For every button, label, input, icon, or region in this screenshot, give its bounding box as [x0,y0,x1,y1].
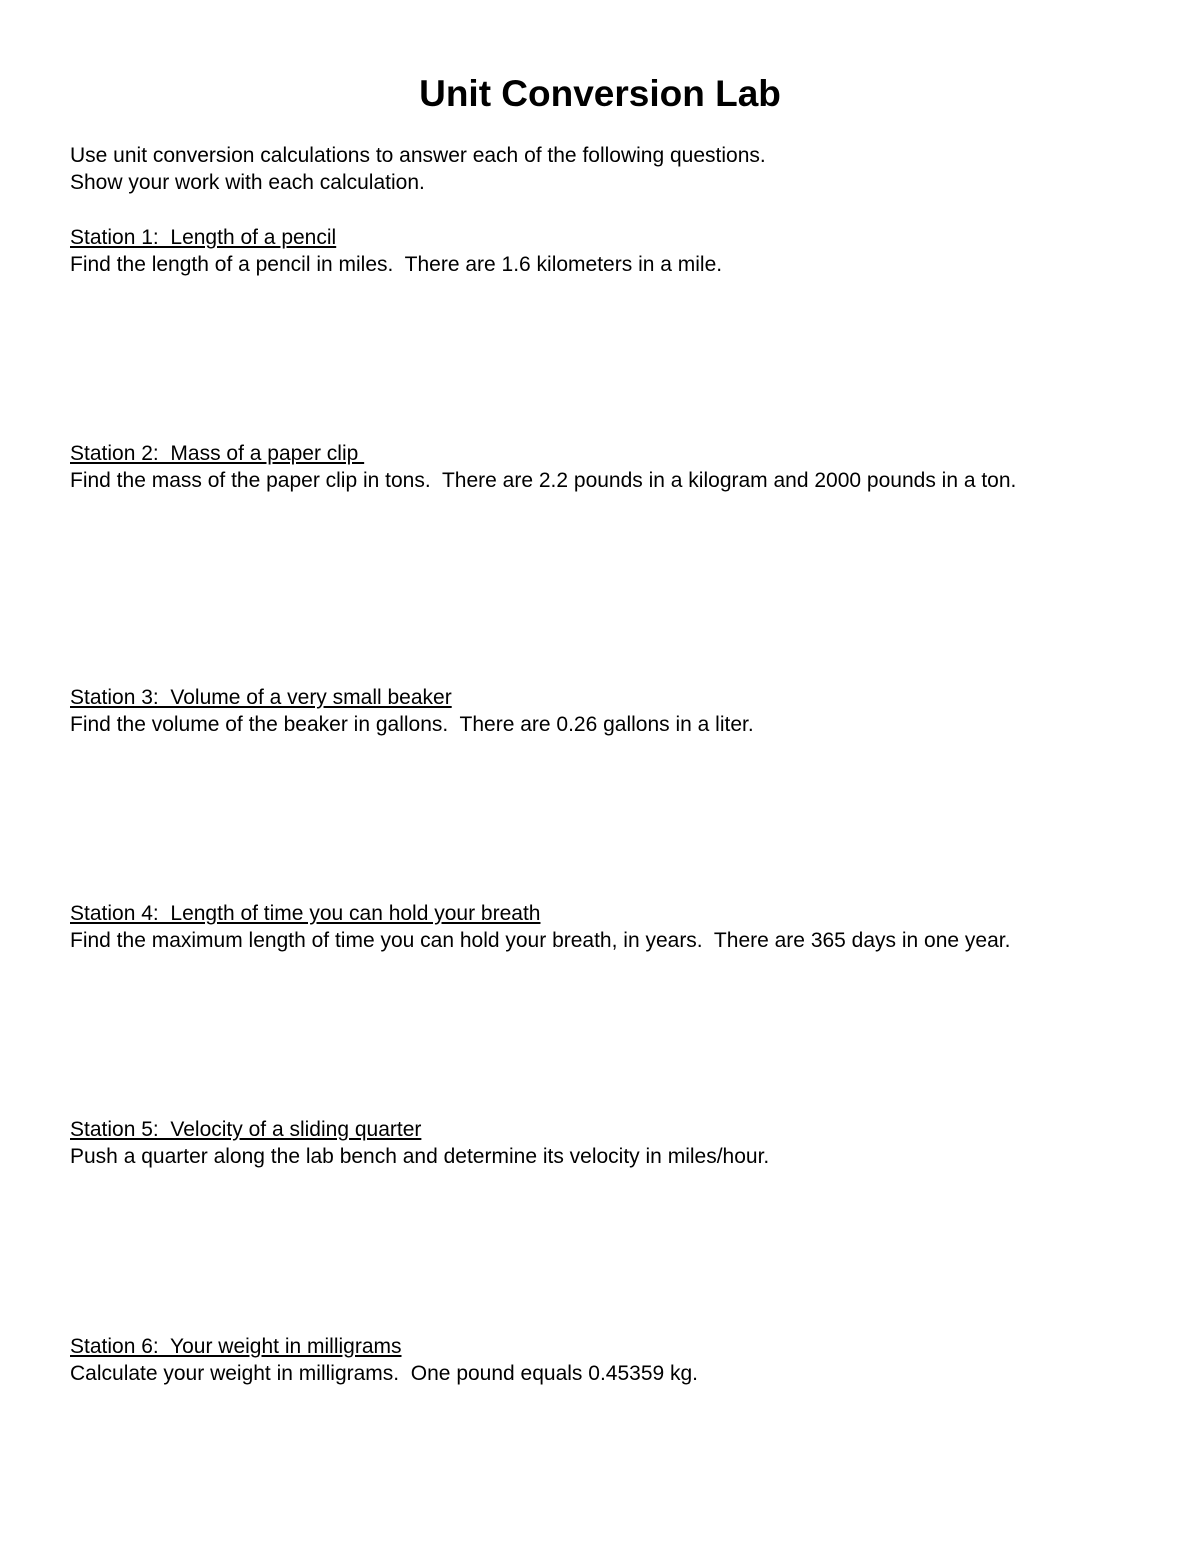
station-3-heading: Station 3: Volume of a very small beaker [70,686,452,709]
station-2-instructions: Find the mass of the paper clip in tons. There are 2.2 pounds in a kilogram and 2000 pounds in a ton. [70,469,1017,492]
station-1-instructions: Find the length of a pencil in miles. There are 1.6 kilometers in a mile. [70,253,723,276]
station-4-heading: Station 4: Length of time you can hold your breath [70,902,541,925]
station-5-heading: Station 5: Velocity of a sliding quarter [70,1118,422,1141]
station-6-instructions: Calculate your weight in milligrams. One pound equals 0.45359 kg. [70,1362,699,1385]
station-2-heading: Station 2: Mass of a paper clip [70,442,365,465]
station-6-heading: Station 6: Your weight in milligrams [70,1335,402,1358]
intro-line: Use unit conversion calculations to answer each of the following questions. [70,144,766,167]
page-title: Unit Conversion Lab [419,73,781,114]
station-5-instructions: Push a quarter along the lab bench and determine its velocity in miles/hour. [70,1145,770,1168]
station-1-heading: Station 1: Length of a pencil [70,226,337,249]
station-4-instructions: Find the maximum length of time you can hold your breath, in years. There are 365 days in one year. [70,929,1011,952]
intro-line: Show your work with each calculation. [70,171,425,194]
station-3-instructions: Find the volume of the beaker in gallons. There are 0.26 gallons in a liter. [70,713,754,736]
